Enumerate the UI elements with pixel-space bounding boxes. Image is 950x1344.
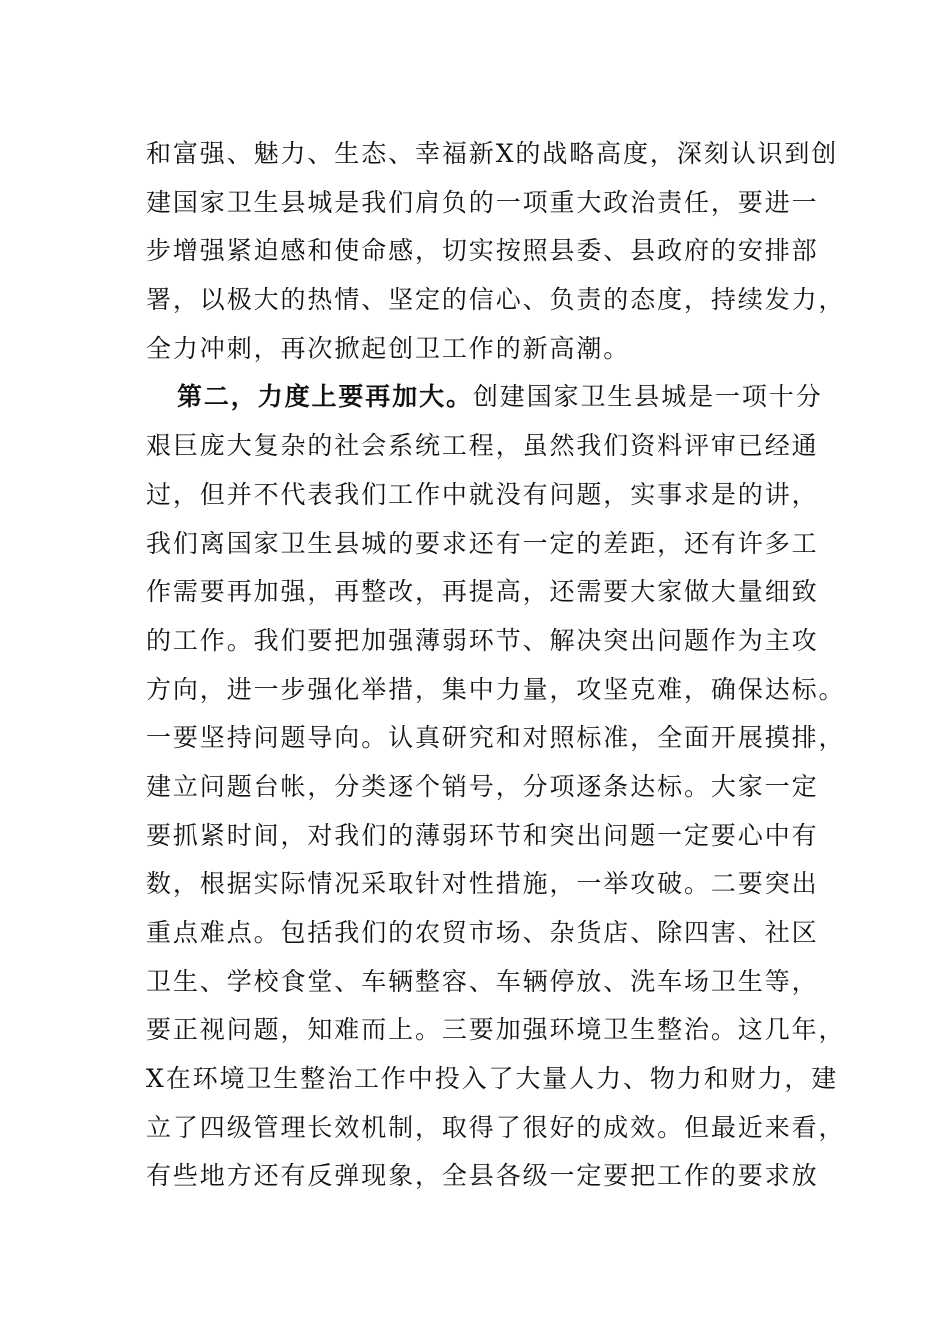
text-line: 要抓紧时间，对我们的薄弱环节和突出问题一定要心中有 [146,820,819,850]
text-line: 步增强紧迫感和使命感，切实按照县委、县政府的安排部 [146,236,819,266]
text-line: 我们离国家卫生县城的要求还有一定的差距，还有许多工 [146,528,819,558]
text-line: 重点难点。包括我们的农贸市场、杂货店、除四害、社区 [146,918,819,947]
text-line: 立了四级管理长效机制，取得了很好的成效。但最近来看， [146,1112,846,1142]
text-line: 方向，进一步强化举措，集中力量，攻坚克难，确保达标。 [146,674,846,704]
text-line: 署，以极大的热情、坚定的信心、负责的态度，持续发力， [146,285,846,315]
text-line: 建国家卫生县城是我们肩负的一项重大政治责任，要进一 [146,187,819,217]
text-line: X在环境卫生整治工作中投入了大量人力、物力和财力，建 [146,1064,839,1094]
text-line: 艰巨庞大复杂的社会系统工程，虽然我们资料评审已经通 [146,431,819,461]
paragraph-heading: 第二，力度上要再加大。 [177,382,473,412]
text-line: 作需要再加强，再整改，再提高，还需要大家做大量细致 [146,577,819,607]
text-line: 的工作。我们要把加强薄弱环节、解决突出问题作为主攻 [146,625,819,655]
text-span: 创建国家卫生县城是一项十分 [472,382,823,412]
text-line: 一要坚持问题导向。认真研究和对照标准，全面开展摸排， [146,723,846,753]
text-line: 建立问题台帐，分类逐个销号，分项逐条达标。大家一定 [146,771,819,801]
paragraph-first-line [146,373,823,422]
text-line: 全力冲刺，再次掀起创卫工作的新高潮。 [146,333,631,363]
document-body [146,130,846,1201]
text-line: 要正视问题，知难而上。三要加强环境卫生整治。这几年， [146,1015,846,1045]
text-line: 卫生、学校食堂、车辆整容、车辆停放、洗车场卫生等， [146,966,819,996]
text-line: 和富强、魅力、生态、幸福新X的战略高度，深刻认识到创 [146,139,839,168]
text-line: 有些地方还有反弹现象，全县各级一定要把工作的要求放 [146,1161,819,1191]
text-line: 过，但并不代表我们工作中就没有问题，实事求是的讲， [146,479,819,509]
text-line: 数，根据实际情况采取针对性措施，一举攻破。二要突出 [146,869,819,899]
